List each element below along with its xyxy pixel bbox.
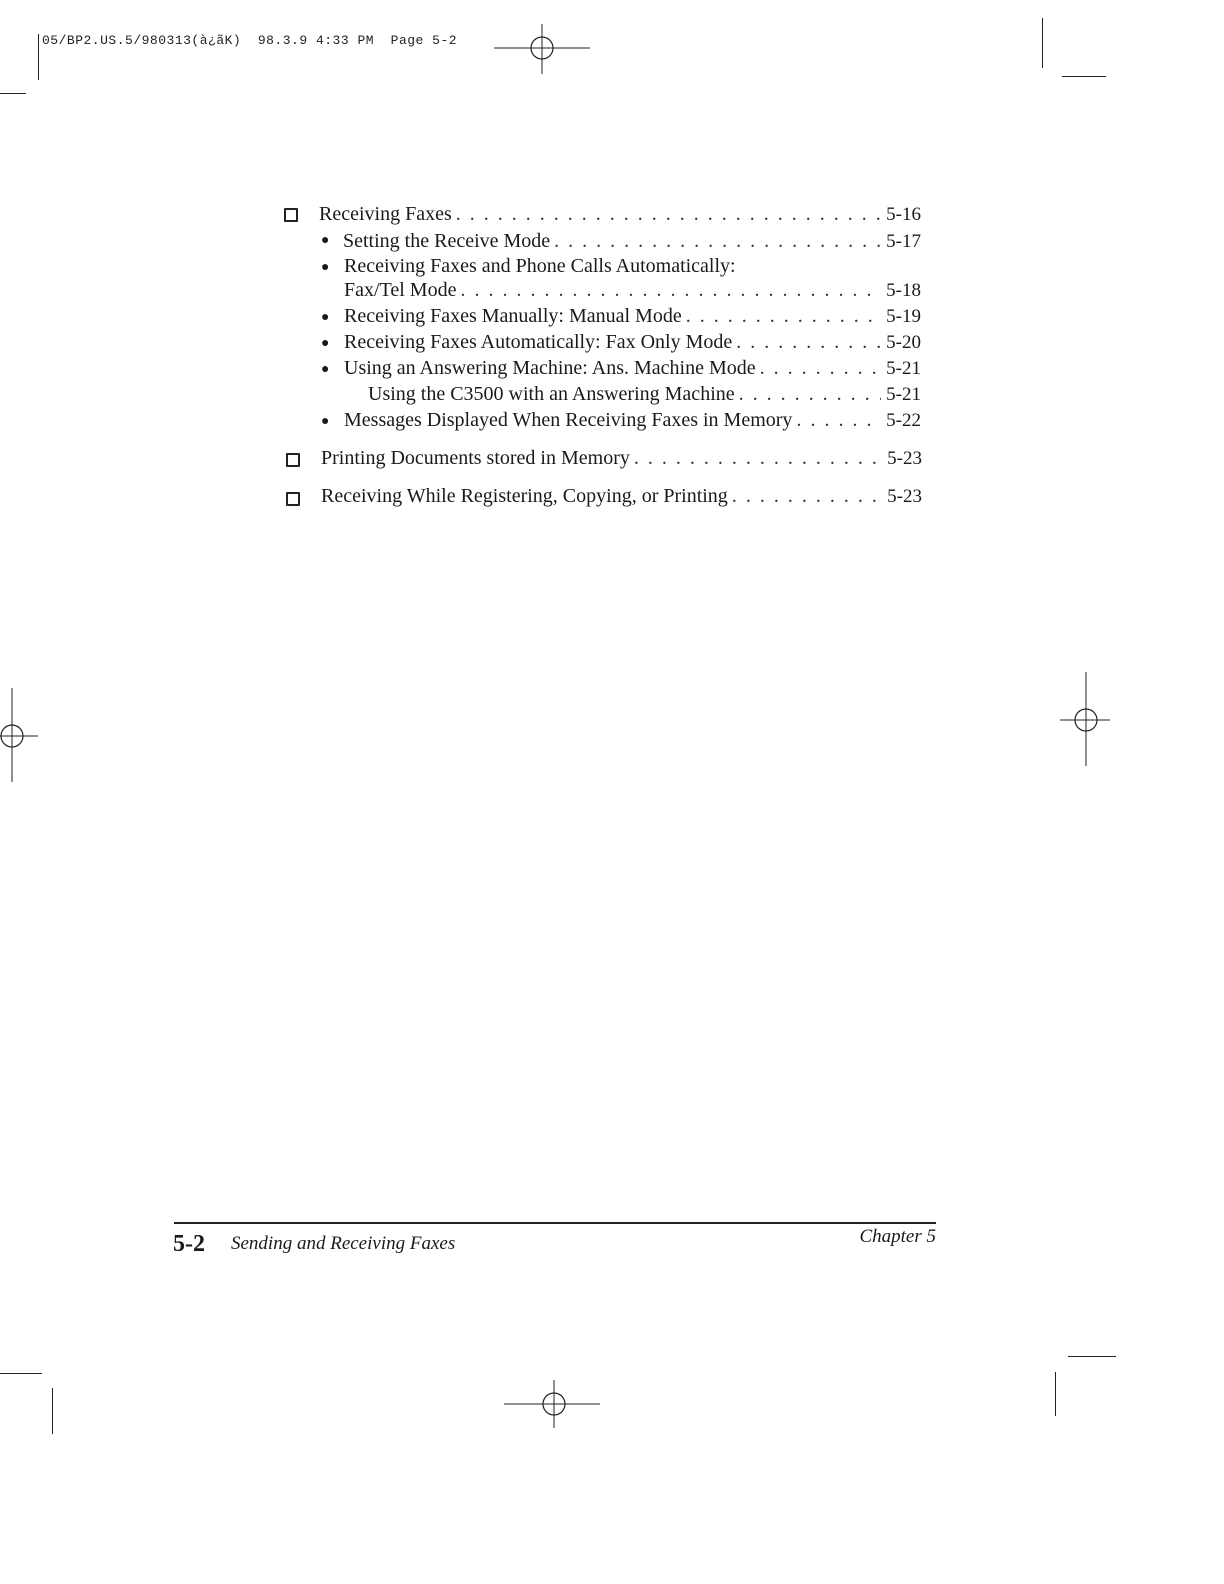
leader-dots — [760, 356, 881, 380]
registration-mark-icon — [494, 24, 594, 76]
registration-mark-icon — [1060, 672, 1112, 768]
crop-mark — [1042, 18, 1043, 68]
crop-mark — [38, 34, 39, 80]
crop-mark — [0, 1373, 42, 1374]
toc-subitem[interactable] — [368, 382, 921, 407]
leader-dots — [736, 330, 881, 354]
crop-mark — [1068, 1356, 1116, 1357]
toc-item-label: Messages Displayed When Receiving Faxes in Memory — [344, 409, 793, 431]
toc-section[interactable] — [319, 202, 921, 227]
bullet-icon: ● — [321, 310, 330, 325]
toc-section[interactable] — [321, 446, 922, 471]
footer-chapter: Chapter 5 — [859, 1226, 936, 1247]
bullet-icon: ● — [321, 260, 330, 275]
toc-section[interactable] — [321, 484, 922, 509]
toc-page-number: 5-23 — [887, 486, 922, 507]
toc-item-label: Fax/Tel Mode — [344, 279, 457, 301]
bullet-icon: ● — [321, 362, 330, 377]
toc-item-label: Using the C3500 with an Answering Machine — [368, 383, 735, 405]
checkbox-bullet-icon — [286, 453, 300, 467]
registration-mark-icon — [504, 1380, 604, 1430]
checkbox-bullet-icon — [286, 492, 300, 506]
leader-dots — [796, 408, 881, 432]
leader-dots — [634, 446, 882, 470]
leader-dots — [456, 202, 881, 226]
toc-page-number: 5-16 — [886, 204, 921, 225]
toc-item[interactable] — [344, 304, 921, 329]
leader-dots — [686, 304, 881, 328]
crop-mark — [0, 93, 26, 94]
registration-mark-icon — [0, 688, 40, 784]
toc-page-number: 5-18 — [886, 280, 921, 301]
toc-page-number: 5-22 — [886, 410, 921, 431]
crop-mark — [52, 1388, 53, 1434]
toc-item-label[interactable]: Receiving Faxes and Phone Calls Automatically: — [344, 255, 736, 277]
footer-rule — [174, 1222, 936, 1224]
toc-item-label: Receiving Faxes Manually: Manual Mode — [344, 305, 682, 327]
bullet-icon: ● — [321, 233, 330, 248]
crop-mark — [1055, 1372, 1056, 1416]
toc-item[interactable] — [343, 229, 921, 254]
toc-page-number: 5-21 — [886, 384, 921, 405]
toc-item[interactable] — [344, 356, 921, 381]
slug-line: 05/BP2.US.5/980313(à¿ãK) 98.3.9 4:33 PM Page 5-2 — [42, 33, 458, 48]
footer-running-title: Sending and Receiving Faxes — [231, 1233, 456, 1254]
toc-item[interactable] — [344, 278, 921, 303]
toc-page-number: 5-19 — [886, 306, 921, 327]
toc-item[interactable] — [344, 408, 921, 433]
leader-dots — [554, 229, 881, 253]
toc-item[interactable] — [344, 330, 921, 355]
leader-dots — [732, 484, 882, 508]
toc-page-number: 5-23 — [887, 448, 922, 469]
toc-page-number: 5-17 — [886, 231, 921, 252]
bullet-icon: ● — [321, 414, 330, 429]
checkbox-bullet-icon — [284, 208, 298, 222]
toc-item-label: Receiving Faxes Automatically: Fax Only Mode — [344, 331, 733, 353]
toc-page-number: 5-21 — [886, 358, 921, 379]
crop-mark — [1062, 76, 1106, 77]
toc-item-label: Setting the Receive Mode — [343, 230, 551, 252]
bullet-icon: ● — [321, 336, 330, 351]
toc-item-label: Using an Answering Machine: Ans. Machine Mode — [344, 357, 756, 379]
toc-section-label: Printing Documents stored in Memory — [321, 447, 630, 469]
toc-section-label: Receiving Faxes — [319, 203, 452, 225]
footer-page-number: 5-2 — [173, 1231, 205, 1257]
leader-dots — [460, 278, 881, 302]
toc-section-label: Receiving While Registering, Copying, or Printing — [321, 485, 728, 507]
leader-dots — [739, 382, 881, 406]
toc-page-number: 5-20 — [886, 332, 921, 353]
